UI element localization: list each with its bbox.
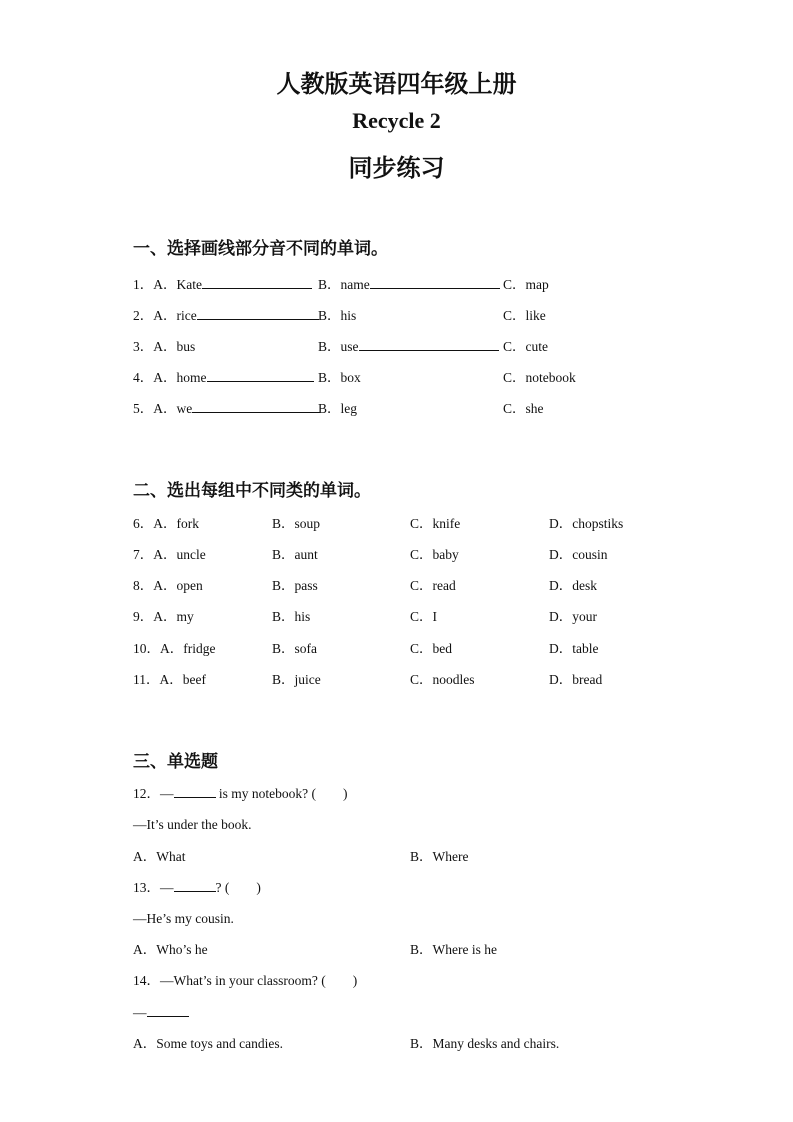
question-3-b: B．use [318,338,499,356]
question-11-d: D．bread [549,672,603,687]
answer-blank[interactable] [192,400,320,413]
question-7-c: C．baby [410,547,459,562]
question-5-b: B．leg [318,401,357,416]
question-6-b: B．soup [272,516,321,531]
question-13-option-a[interactable]: A．Who’s he [133,942,208,957]
answer-blank[interactable] [174,785,216,798]
question-3-a: 3．A．bus [133,339,196,354]
section-1-heading: 一、选择画线部分音不同的单词。 [133,239,388,258]
page-title: 人教版英语四年级上册 [276,72,517,98]
question-4-a: 4．A．home [133,369,314,387]
question-13-stem: 13．— ? ( ) [133,880,261,895]
answer-blank[interactable] [174,879,216,892]
section-3-heading: 三、单选题 [133,752,218,771]
section-2-heading: 二、选出每组中不同类的单词。 [133,481,371,500]
question-2-c: C．like [503,308,546,323]
question-1-b: B．name [318,276,500,294]
answer-blank[interactable] [202,276,312,289]
question-8-d: D．desk [549,578,597,593]
question-13-answer: —He’s my cousin. [133,911,234,926]
question-10-a: 10．A．fridge [133,641,216,656]
question-10-d: D．table [549,641,599,656]
question-11-a: 11．A．beef [133,672,206,687]
question-6-a: 6．A．fork [133,516,199,531]
question-8-b: B．pass [272,578,318,593]
answer-blank[interactable] [197,307,319,320]
question-12-answer: —It’s under the book. [133,817,252,832]
page-subtitle-2: 同步练习 [348,156,445,182]
question-6-c: C．knife [410,516,461,531]
question-3-c: C．cute [503,339,548,354]
question-9-a: 9．A．my [133,609,194,624]
question-10-c: C．bed [410,641,452,656]
question-6-d: D．chopstiks [549,516,624,531]
page-subtitle: Recycle 2 [352,108,441,133]
question-1-c: C．map [503,277,549,292]
question-1-a: 1．A．Kate [133,276,312,294]
question-14-option-b[interactable]: B．Many desks and chairs. [410,1036,560,1051]
question-7-d: D．cousin [549,547,608,562]
question-11-c: C．noodles [410,672,475,687]
question-8-c: C．read [410,578,456,593]
answer-blank[interactable] [359,338,499,351]
question-11-b: B．juice [272,672,321,687]
question-5-a: 5．A．we [133,400,320,418]
question-14-answer: — [133,1004,189,1022]
question-2-a: 2．A．rice [133,307,319,325]
question-7-b: B．aunt [272,547,318,562]
answer-blank[interactable] [207,369,314,382]
answer-blank[interactable] [370,276,500,289]
question-14-stem: 14．—What’s in your classroom? ( ) [133,973,358,988]
question-7-a: 7．A．uncle [133,547,206,562]
question-13-option-b[interactable]: B．Where is he [410,942,497,957]
answer-blank[interactable] [147,1004,189,1017]
question-5-c: C．she [503,401,544,416]
question-9-d: D．your [549,609,597,624]
question-12-stem: 12．— is my notebook? ( ) [133,786,348,801]
question-12-option-b[interactable]: B．Where [410,849,469,864]
question-2-b: B．his [318,308,357,323]
question-4-b: B．box [318,370,361,385]
question-12-option-a[interactable]: A．What [133,849,186,864]
question-14-option-a[interactable]: A．Some toys and candies. [133,1036,283,1051]
question-8-a: 8．A．open [133,578,203,593]
question-10-b: B．sofa [272,641,317,656]
question-4-c: C．notebook [503,370,576,385]
question-9-c: C．I [410,609,437,624]
question-9-b: B．his [272,609,311,624]
